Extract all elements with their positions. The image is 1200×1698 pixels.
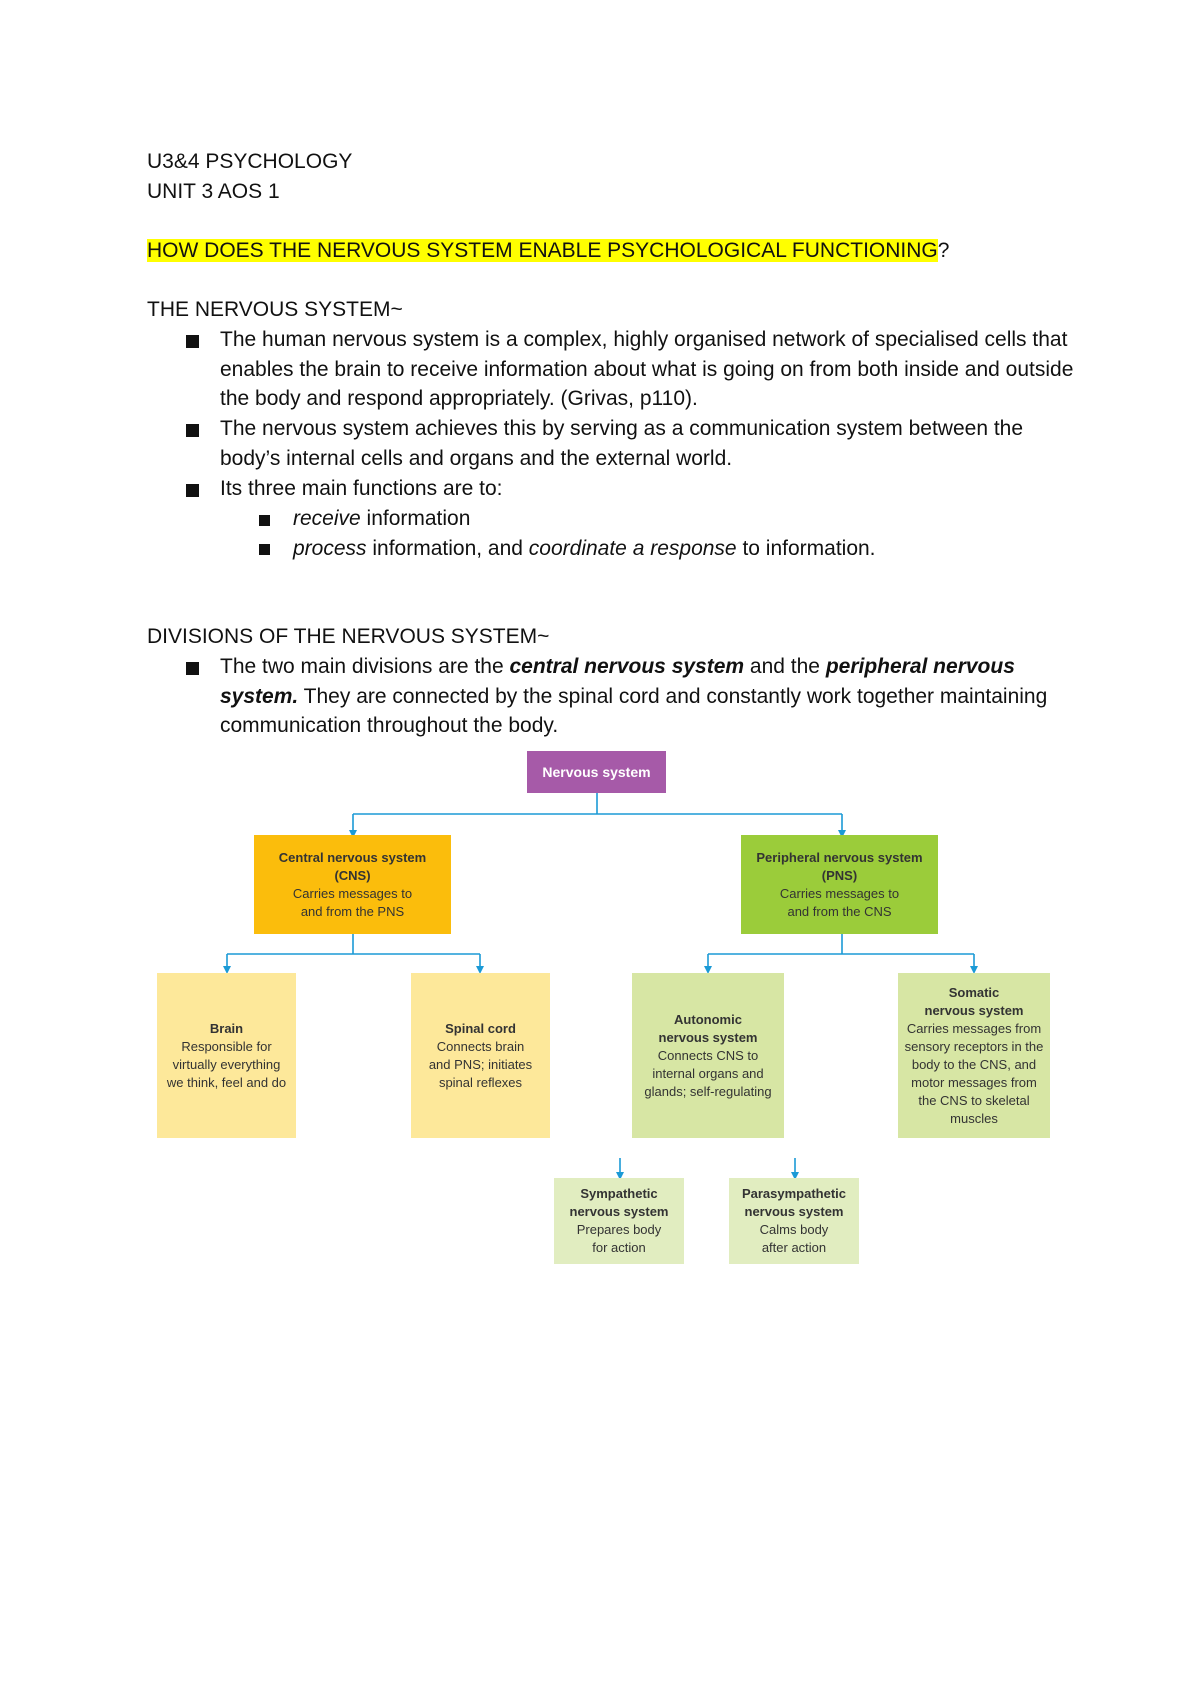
node-desc: Calms body xyxy=(759,1222,829,1237)
node-title: nervous system xyxy=(744,1204,844,1219)
node-cns xyxy=(254,835,451,934)
node-autonomic xyxy=(632,973,784,1138)
node-nervous-system xyxy=(527,751,666,793)
node-desc: internal organs and xyxy=(652,1065,764,1081)
node-title: Central nervous system xyxy=(278,849,427,865)
key-question-mark: ? xyxy=(937,239,950,262)
node-desc: we think, feel and do xyxy=(166,1074,287,1090)
bullet-text: The human nervous system is a complex, highly organised network of specialised cells that enables the brain to receive information about what is going on from both inside and outside the body and respond appropriately. (Grivas, p110). xyxy=(220,328,1074,410)
bullet-text-part: The two main divisions are the xyxy=(220,655,510,678)
sub-bullet-text xyxy=(293,534,876,564)
node-brain xyxy=(157,973,296,1138)
sub-bullet-italic: receive xyxy=(293,507,361,530)
node-desc: body to the CNS, and xyxy=(911,1056,1037,1072)
node-title: Autonomic xyxy=(674,1011,742,1027)
section-heading-divisions: DIVISIONS OF THE NERVOUS SYSTEM~ xyxy=(147,625,550,648)
node-desc: Prepares body xyxy=(576,1222,662,1237)
sub-bullet-rest: information xyxy=(360,507,471,530)
node-parasympathetic xyxy=(729,1178,859,1264)
sub-bullet-marker xyxy=(259,544,270,555)
node-pns xyxy=(741,835,938,934)
node-somatic xyxy=(898,973,1050,1138)
node-desc: sensory receptors in the xyxy=(904,1038,1044,1054)
node-desc: Carries messages from xyxy=(906,1020,1042,1036)
node-title: (CNS) xyxy=(334,867,371,883)
node-title: Peripheral nervous system xyxy=(756,849,923,865)
bullet-emphasis: central nervous system xyxy=(509,655,745,678)
bullet-marker xyxy=(186,424,199,437)
sub-bullet-rest: to information. xyxy=(736,537,876,560)
bullet-marker xyxy=(186,662,199,675)
section-heading-nervous-system: THE NERVOUS SYSTEM~ xyxy=(147,298,403,321)
node-title: Spinal cord xyxy=(445,1020,516,1036)
node-desc: the CNS to skeletal xyxy=(918,1092,1030,1108)
node-title: Sympathetic xyxy=(580,1186,658,1201)
node-desc: for action xyxy=(592,1240,646,1255)
sub-bullet-marker xyxy=(259,515,270,526)
node-title: Nervous system xyxy=(542,764,651,780)
bullet-marker xyxy=(186,335,199,348)
node-desc: Responsible for xyxy=(181,1038,272,1054)
sub-bullet-middle: information, and xyxy=(366,537,529,560)
key-question xyxy=(147,237,949,265)
node-sympathetic xyxy=(554,1178,684,1264)
bullet-text: Its three main functions are to: xyxy=(220,477,503,500)
node-spinal-cord xyxy=(411,973,550,1138)
node-title: Parasympathetic xyxy=(741,1186,847,1201)
node-desc: Connects brain xyxy=(436,1038,525,1054)
bullet-emphasis: peripheral nervous system. xyxy=(220,655,1015,708)
node-desc: and from the CNS xyxy=(787,903,892,919)
node-title: nervous system xyxy=(924,1002,1024,1018)
key-question-highlight: HOW DOES THE NERVOUS SYSTEM ENABLE PSYCHOLOGICAL FUNCTIONING xyxy=(147,239,938,262)
node-desc: glands; self-regulating xyxy=(644,1083,772,1099)
node-title: Brain xyxy=(209,1020,244,1036)
sub-bullet-italic: process xyxy=(293,537,367,560)
node-desc: Connects CNS to xyxy=(657,1047,759,1063)
node-desc: Carries messages to xyxy=(779,885,900,901)
node-desc: virtually everything xyxy=(172,1056,281,1072)
course-title: U3&4 PSYCHOLOGY xyxy=(147,150,353,173)
node-desc: Carries messages to xyxy=(292,885,413,901)
node-title: nervous system xyxy=(658,1029,758,1045)
bullet-text xyxy=(220,652,1080,741)
node-desc: and from the PNS xyxy=(300,903,405,919)
sub-bullet-text xyxy=(293,504,470,534)
unit-title: UNIT 3 AOS 1 xyxy=(147,180,280,203)
node-title: (PNS) xyxy=(821,867,858,883)
bullet-text-part: and the xyxy=(744,655,826,678)
node-desc: spinal reflexes xyxy=(438,1074,523,1090)
node-desc: after action xyxy=(761,1240,827,1255)
node-title: nervous system xyxy=(569,1204,669,1219)
node-desc: and PNS; initiates xyxy=(428,1056,533,1072)
bullet-text: The nervous system achieves this by serving as a communication system between the body’s internal cells and organs and the external world. xyxy=(220,417,1024,470)
node-desc: muscles xyxy=(950,1110,998,1126)
sub-bullet-italic: coordinate a response xyxy=(528,537,737,560)
node-title: Somatic xyxy=(948,984,1000,1000)
node-desc: motor messages from xyxy=(911,1074,1037,1090)
bullet-marker xyxy=(186,484,199,497)
bullet-text-part: They are connected by the spinal cord and constantly work together maintaining communication throughout the body. xyxy=(220,684,1048,737)
